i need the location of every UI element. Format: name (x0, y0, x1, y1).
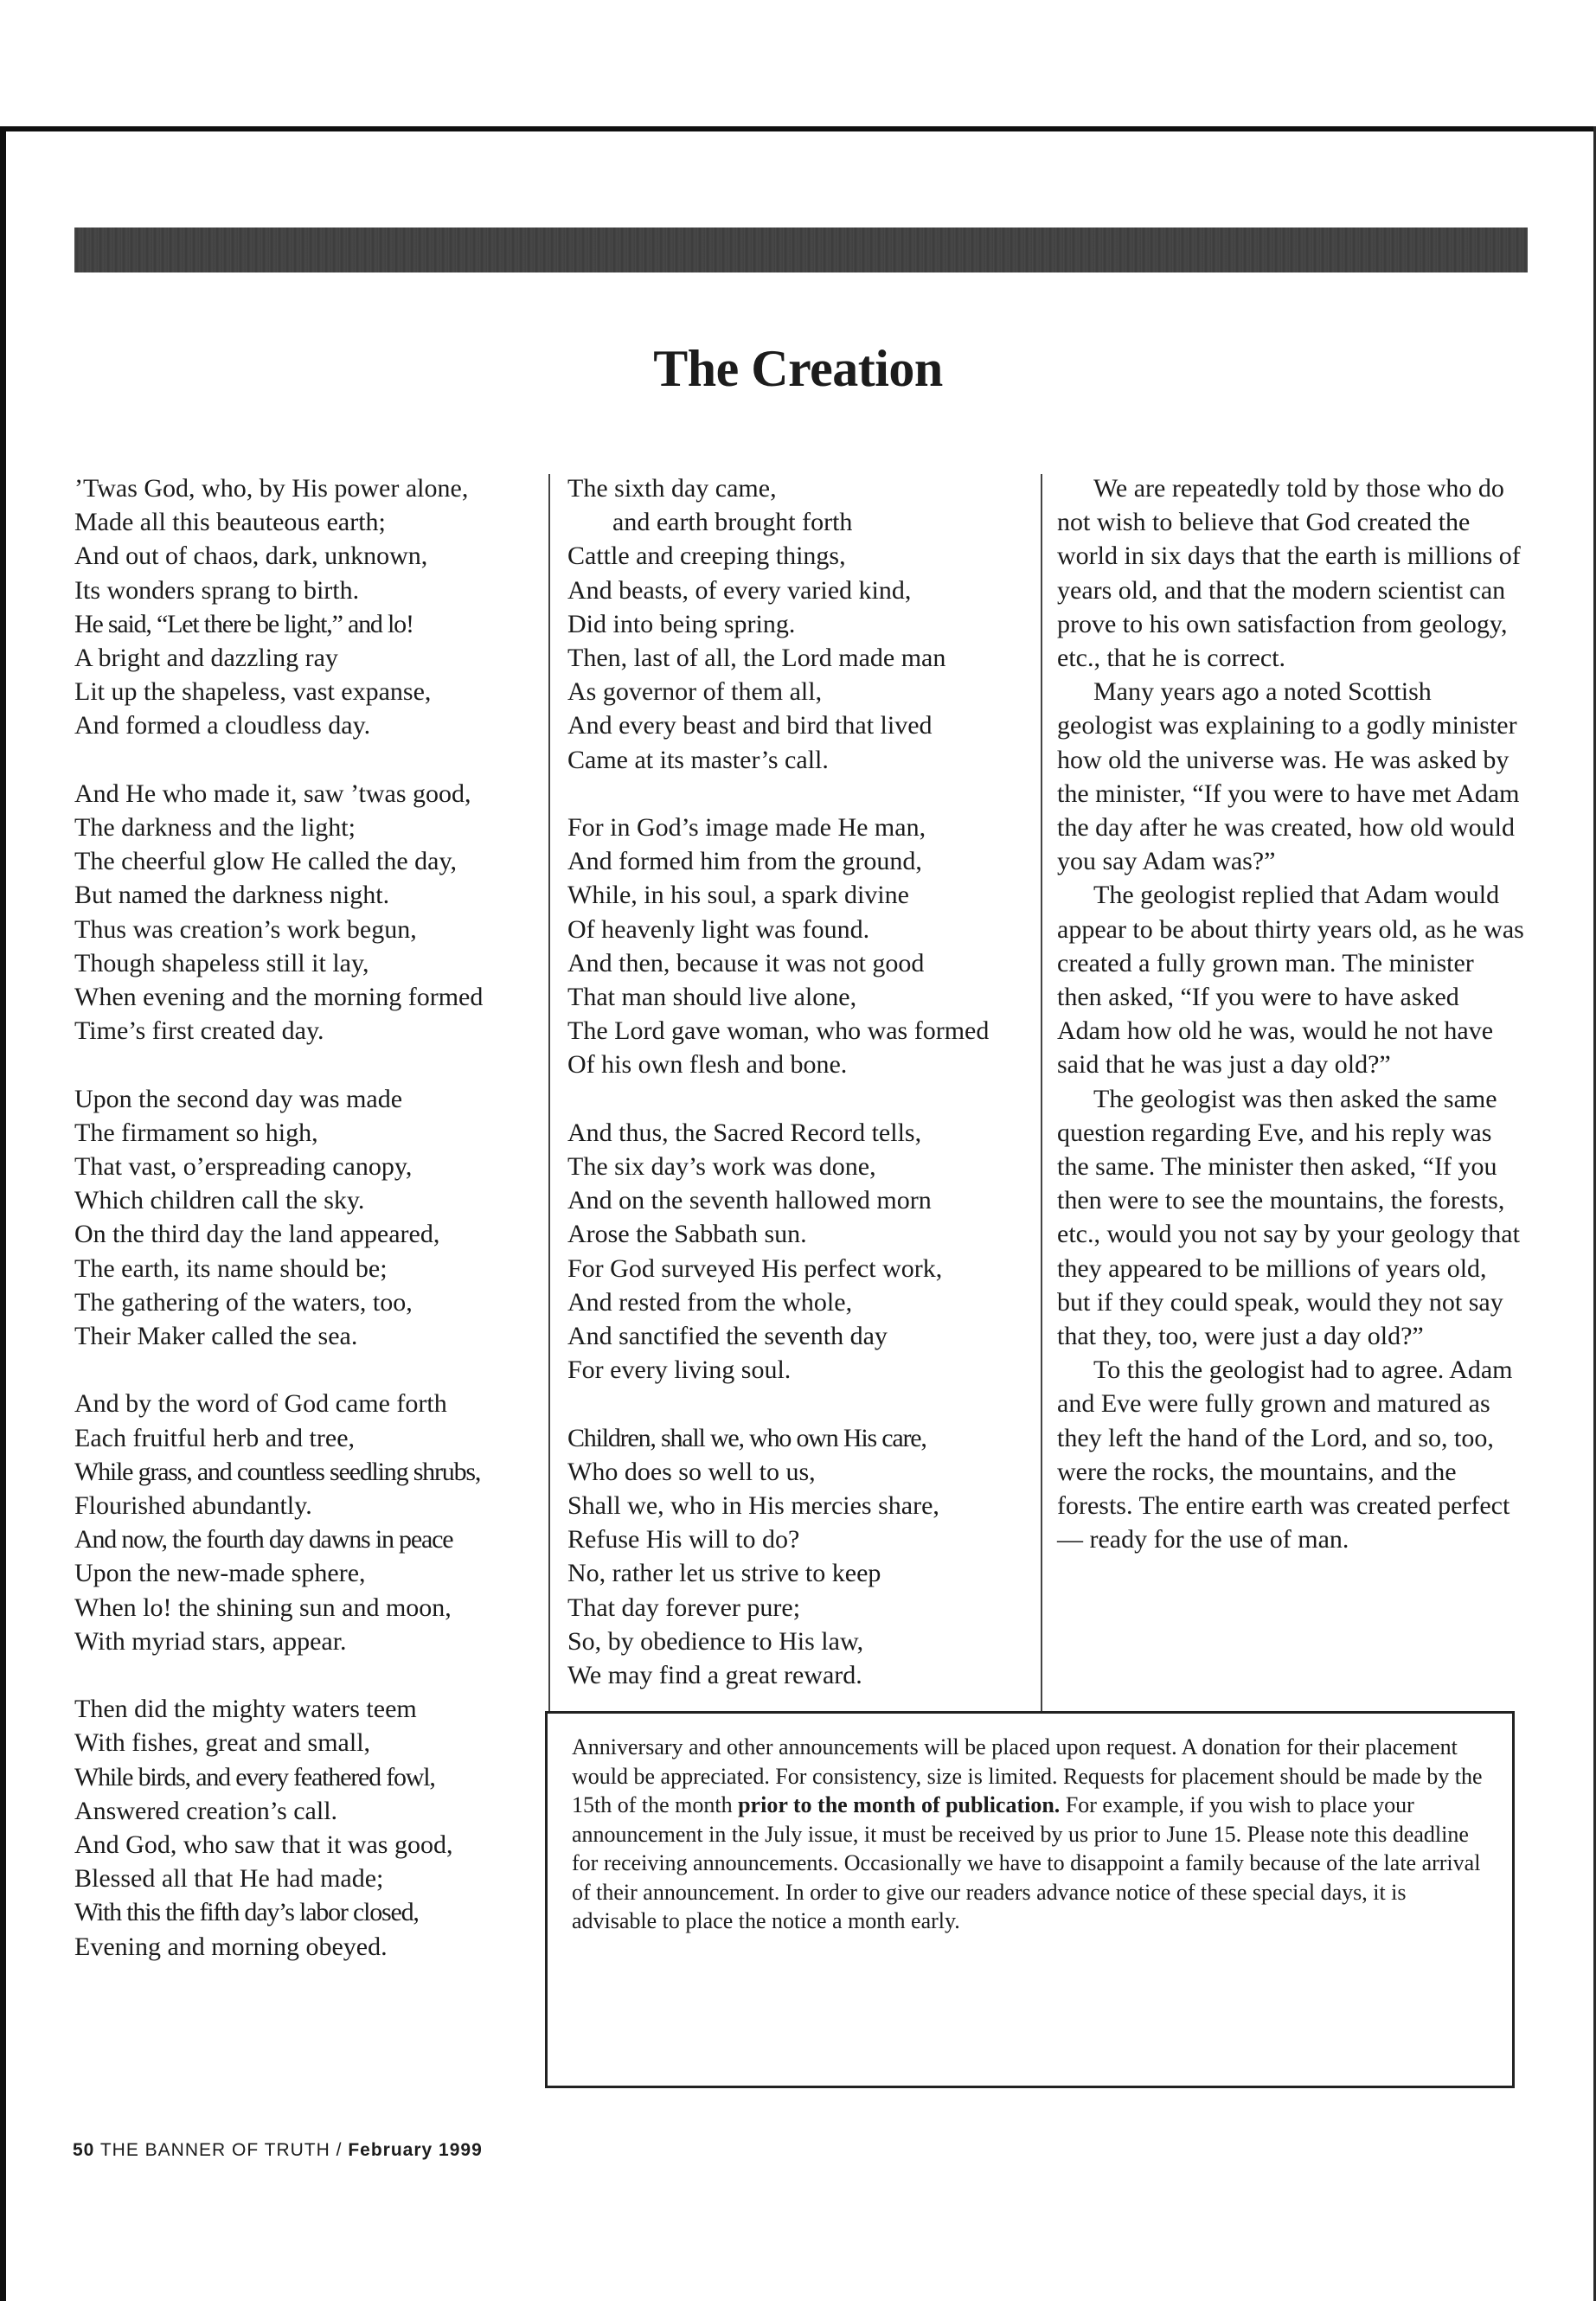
article-paragraph: We are repeatedly told by those who do not wish to believe that God created the world in six days that the earth is millions of years old, and that the modern scientist can prove to his own satisfaction from geology, etc., that he is correct. (1057, 474, 1521, 673)
footer-separator: / (336, 2140, 343, 2160)
poem-line: And formed a cloudless day. (74, 711, 371, 740)
poem-line: With this the fifth day’s labor closed, (74, 1898, 419, 1927)
poem-line: Refuse His will to do? (567, 1525, 800, 1554)
poem-line: Arose the Sabbath sun. (567, 1220, 807, 1249)
poem-line: and earth brought forth (612, 508, 853, 537)
poem-line: Of his own flesh and bone. (567, 1050, 848, 1080)
article-paragraph: The geologist replied that Adam would appear to be about thirty years old, as he was created a fully grown man. The minister then asked, “If you were to have asked Adam how old he was, would he not have said that he was just a day old?” (1057, 881, 1524, 1080)
poem-line: Time’s first created day. (74, 1016, 324, 1046)
poem-line: Made all this beauteous earth; (74, 508, 386, 537)
poem-line: And now, the fourth day dawns in peace (74, 1525, 453, 1554)
poem-stanza (74, 1387, 550, 1658)
poem-line: Then, last of all, the Lord made man (567, 644, 946, 673)
poem-stanza (74, 777, 550, 1048)
page-number: 50 (73, 2140, 95, 2160)
poem-line: Blessed all that He had made; (74, 1864, 384, 1894)
page-footer (73, 2140, 483, 2161)
poem-line: So, by obedience to His law, (567, 1626, 864, 1656)
poem-line: Its wonders sprang to birth. (74, 575, 360, 605)
poem-line: That day forever pure; (567, 1593, 801, 1622)
poem-column-1 (74, 471, 550, 1997)
poem-line: Answered creation’s call. (74, 1796, 338, 1825)
poem-line: Who does so well to us, (567, 1457, 816, 1486)
notice-text-continued: For example, if you wish to place your announcement in the July issue, it must be received by us prior to June 15. Please note this deadline for receiving announcements. Occasionally we have to disappoint a family because of the late arrival of their announcement. In order to give our readers advance notice of these special days, it is advisable to place the notice a month early. (572, 1792, 1481, 1933)
poem-line: For every living soul. (567, 1356, 792, 1385)
poem-line: That vast, o’erspreading canopy, (74, 1152, 413, 1182)
column-divider-1 (548, 474, 550, 1711)
poem-line: And sanctified the seventh day (567, 1322, 888, 1351)
poem-column-2 (567, 471, 1043, 1726)
poem-line: Flourished abundantly. (74, 1491, 312, 1521)
poem-line: Did into being spring. (567, 609, 796, 638)
poem-line: And by the word of God came forth (74, 1389, 447, 1419)
poem-line: The Lord gave woman, who was formed (567, 1016, 990, 1046)
poem-line: And out of chaos, dark, unknown, (74, 542, 428, 571)
header-banner-bar (74, 228, 1528, 272)
poem-line: And thus, the Sacred Record tells, (567, 1118, 922, 1147)
poem-line: Children, shall we, who own His care, (567, 1423, 926, 1452)
poem-stanza (74, 471, 550, 743)
poem-line: And on the seventh hallowed morn (567, 1186, 932, 1215)
poem-line: While grass, and countless seedling shrubs, (74, 1457, 481, 1486)
poem-line: While, in his soul, a spark divine (567, 881, 909, 910)
poem-line: We may find a great reward. (567, 1661, 862, 1690)
poem-line: No, rather let us strive to keep (567, 1559, 881, 1588)
poem-line: When evening and the morning formed (74, 983, 484, 1012)
poem-line: The six day’s work was done, (567, 1152, 876, 1182)
poem-stanza (567, 811, 1043, 1082)
poem-line: The gathering of the waters, too, (74, 1287, 413, 1317)
poem-line: And beasts, of every varied kind, (567, 575, 912, 605)
poem-line: With fishes, great and small, (74, 1728, 371, 1758)
poem-line: For in God’s image made He man, (567, 813, 926, 843)
article-column (1057, 471, 1524, 1557)
poem-line: With myriad stars, appear. (74, 1626, 347, 1656)
poem-line: Each fruitful herb and tree, (74, 1423, 356, 1452)
poem-line: Thus was creation’s work begun, (74, 914, 417, 944)
notice-text: Anniversary and other announcements will be placed upon request. A donation for their placement would be appreciated. For consistency, size is limited. Requests for placement should be made by the 15th of the month (572, 1734, 1483, 1817)
issue-date: February 1999 (348, 2140, 483, 2160)
poem-line: And every beast and bird that lived (567, 711, 933, 740)
poem-stanza (74, 1692, 550, 1964)
poem-line: And rested from the whole, (567, 1287, 853, 1317)
poem-line: The cheerful glow He called the day, (74, 847, 458, 876)
poem-line: On the third day the land appeared, (74, 1220, 440, 1249)
poem-line: And God, who saw that it was good, (74, 1830, 453, 1860)
poem-line: Evening and morning obeyed. (74, 1932, 388, 1961)
publication-name: THE BANNER OF TRUTH (99, 2140, 330, 2160)
article-paragraph: The geologist was then asked the same question regarding Eve, and his reply was the same. The minister then asked, “If you then were to see the mountains, the forests, etc., would you not say by your geology that they appeared to be millions of years old, but if they could speak, would they not say that they, too, were just a day old?” (1057, 1084, 1520, 1351)
poem-stanza (74, 1082, 550, 1354)
poem-line: Then did the mighty waters teem (74, 1695, 417, 1724)
poem-line: Cattle and creeping things, (567, 542, 846, 571)
poem-line: ’Twas God, who, by His power alone, (74, 474, 469, 503)
poem-line: The firmament so high, (74, 1118, 318, 1147)
poem-stanza (567, 1116, 1043, 1388)
poem-line: And He who made it, saw ’twas good, (74, 779, 471, 808)
page-title: The Creation (653, 340, 943, 397)
poem-line: When lo! the shining sun and moon, (74, 1593, 452, 1622)
poem-line: For God surveyed His perfect work, (567, 1253, 943, 1283)
left-page-edge (0, 126, 6, 2301)
top-border-rule (0, 126, 1596, 131)
poem-line: The sixth day came, (567, 474, 777, 503)
announcement-notice-box (545, 1711, 1515, 2088)
poem-line: But named the darkness night. (74, 881, 390, 910)
poem-line: The earth, its name should be; (74, 1253, 388, 1283)
poem-line: Upon the second day was made (74, 1084, 403, 1113)
poem-line: Came at its master’s call. (567, 745, 829, 774)
poem-line: Upon the new-made sphere, (74, 1559, 366, 1588)
poem-line: And then, because it was not good (567, 948, 925, 977)
poem-line: That man should live alone, (567, 983, 857, 1012)
poem-line: As governor of them all, (567, 677, 823, 707)
poem-line: He said, “Let there be light,” and lo! (74, 609, 413, 638)
notice-deadline-emphasis: prior to the month of publication. (738, 1792, 1061, 1817)
article-paragraph: Many years ago a noted Scottish geologist was explaining to a godly minister how old the universe was. He was asked by the minister, “If you were to have met Adam the day after he was created, how old would you say Adam was?” (1057, 677, 1520, 876)
poem-line: Which children call the sky. (74, 1186, 365, 1215)
poem-stanza (567, 1421, 1043, 1693)
article-paragraph: To this the geologist had to agree. Adam and Eve were fully grown and matured as they left the hand of the Lord, and so, too, were the rocks, the mountains, and the forests. The entire earth was created perfect — ready for the use of man. (1057, 1356, 1513, 1554)
poem-line: The darkness and the light; (74, 813, 356, 843)
poem-line: Their Maker called the sea. (74, 1322, 358, 1351)
poem-line: Though shapeless still it lay, (74, 948, 369, 977)
poem-line: Shall we, who in His mercies share, (567, 1491, 939, 1521)
column-divider-2 (1041, 474, 1042, 1711)
poem-line: And formed him from the ground, (567, 847, 922, 876)
poem-line: A bright and dazzling ray (74, 644, 338, 673)
poem-line: Lit up the shapeless, vast expanse, (74, 677, 432, 707)
poem-line: While birds, and every feathered fowl, (74, 1762, 435, 1791)
poem-stanza (567, 471, 1043, 777)
poem-line: Of heavenly light was found. (567, 914, 870, 944)
